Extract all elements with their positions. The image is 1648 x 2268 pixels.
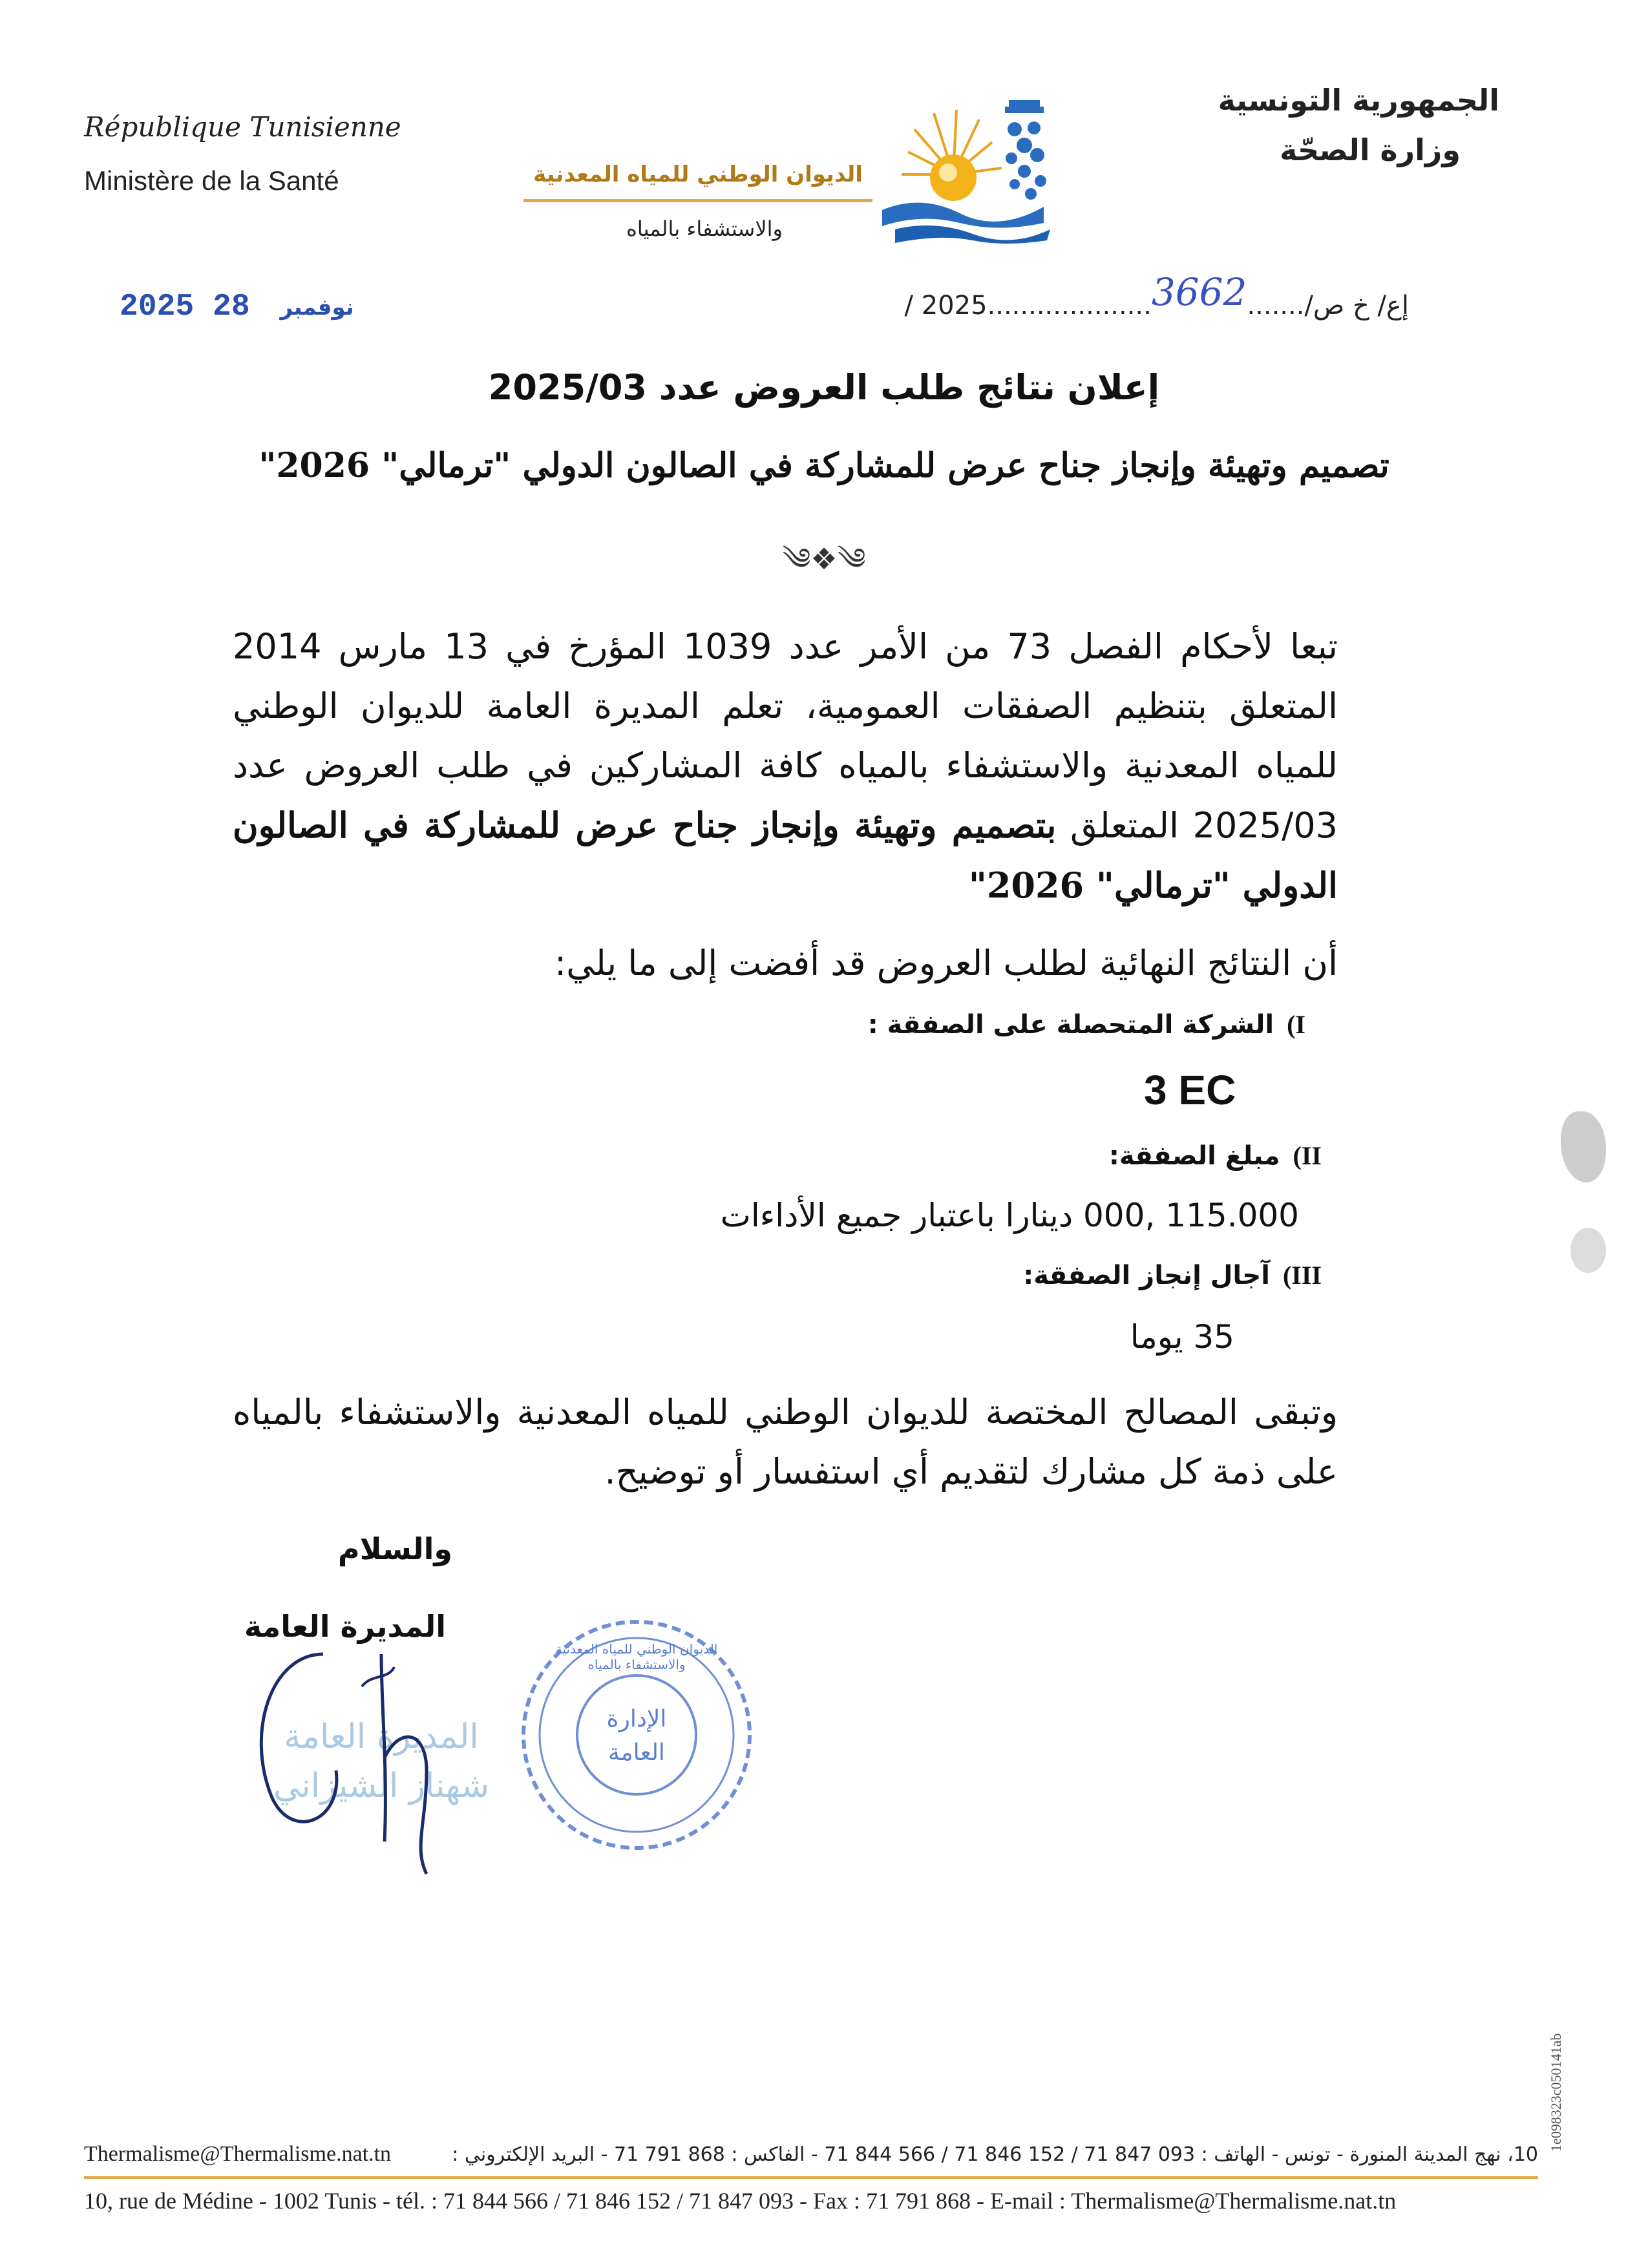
handwritten-signature (233, 1628, 491, 1900)
footer-address-ar: 10، نهج المدينة المنورة - تونس - الهاتف : 093 847 71 / 152 846 71 / 566 844 71 - الفاكس : 868 791 71 - البريد الإلكتروني : (452, 2143, 1538, 2166)
office-name-line2: والاستشفاء بالمياه (626, 216, 783, 241)
section-execution-period (546, 1260, 1322, 1290)
scan-mark (1570, 1228, 1606, 1273)
execution-period-value: 35 يوما (1130, 1318, 1234, 1356)
date-stamp (120, 289, 366, 324)
section-awarded-company (530, 1009, 1305, 1040)
office-name-line1: الديوان الوطني للمياه المعدنية (533, 162, 863, 187)
footer-side-code: 1e098323c050141ab (1548, 2033, 1564, 2152)
signatory-title: المديرة العامة (244, 1609, 446, 1644)
footer-rule (84, 2176, 1538, 2179)
section-3-label: آجال إنجاز الصفقة: (1023, 1261, 1270, 1290)
director-stamp-title: المديرة العامة (284, 1717, 479, 1756)
announcement-title: إعلان نتائج طلب العروض عدد 2025/03 (488, 367, 1160, 408)
reference-year: 2025 / (904, 291, 988, 320)
date-stamp-month: نوفمبر (280, 295, 354, 320)
section-1-numeral: I) (1287, 1010, 1305, 1039)
reference-prefix: إع/ خ ص/ (1304, 291, 1409, 320)
office-logo (523, 90, 1079, 265)
body-paragraph-2: أن النتائج النهائية لطلب العروض قد أفضت إلى ما يلي: (555, 943, 1338, 983)
date-stamp-day: 28 (213, 289, 250, 324)
date-stamp-year: 2025 (120, 289, 195, 324)
section-2-numeral: II) (1293, 1141, 1322, 1170)
reference-handwritten-number: 3662 (1151, 270, 1247, 314)
section-1-label: الشركة المتحصلة على الصفقة : (867, 1010, 1274, 1040)
body-paragraph-1-subject: بتصميم وتهيئة وإنجاز جناح عرض للمشاركة في الصالون الدولي "ترمالي" 2026" (233, 804, 1338, 906)
reference-number: إع/ خ ص/.......3662....................2025 / (904, 270, 1409, 320)
footer-address-fr: 10, rue de Médine - 1002 Tunis - tél. : 71 844 566 / 71 846 152 / 71 847 093 - Fax : 71 791 868 - E-mail : Thermalisme@Thermalisme.nat.tn (84, 2188, 1397, 2214)
section-3-numeral: III) (1282, 1261, 1322, 1290)
body-paragraph-1 (233, 617, 1338, 916)
footer-email-ar: Thermalisme@Thermalisme.nat.tn (84, 2142, 392, 2166)
title-ornament: ༄❖༄ (782, 541, 866, 576)
contract-amount-value: 115.000 ,000 دينارا باعتبار جميع الأداءات (720, 1197, 1299, 1234)
logo-gold-rule (523, 199, 872, 202)
seal-center-text: الإدارة العامة (606, 1706, 667, 1766)
body-paragraph-1-text: تبعا لأحكام الفصل 73 من الأمر عدد 1039 المؤرخ في 13 مارس 2014 المتعلق بتنظيم الصفقات العمومية، تعلم المديرة العامة للديوان الوطني للمياه المعدنية والاستشفاء بالمياه كافة المشاركين في طلب العروض عدد 2025/03 المتعلق (233, 626, 1338, 846)
section-contract-amount (546, 1140, 1322, 1171)
announcement-subtitle: تصميم وتهيئة وإنجاز جناح عرض للمشاركة في الصالون الدولي "ترمالي" 2026" (259, 446, 1389, 485)
scan-mark (1561, 1111, 1606, 1182)
director-stamp-person: شهناز الشيزاني (273, 1767, 490, 1805)
ministry-fr: Ministère de la Santé (84, 165, 339, 196)
salutation: والسلام (337, 1531, 452, 1566)
republic-ar: الجمهورية التونسية (1218, 83, 1499, 118)
republic-fr: République Tunisienne (84, 111, 401, 143)
closing-paragraph: وتبقى المصالح المختصة للديوان الوطني للمياه المعدنية والاستشفاء بالمياه على ذمة كل مشارك لتقديم أي استفسار أو توضيح. (233, 1392, 1338, 1492)
seal-ring-text: الديوان الوطني للمياه المعدنية والاستشفاء بالمياه (555, 1641, 718, 1672)
ministry-ar: وزارة الصحّة (1280, 132, 1461, 167)
sun-waves-emblem-icon (876, 90, 1070, 262)
footer-line-1 (84, 2142, 1538, 2167)
awarded-company-name: 3 EC (1144, 1067, 1236, 1113)
section-2-label: مبلغ الصفقة: (1108, 1141, 1280, 1171)
office-seal (517, 1615, 756, 1854)
